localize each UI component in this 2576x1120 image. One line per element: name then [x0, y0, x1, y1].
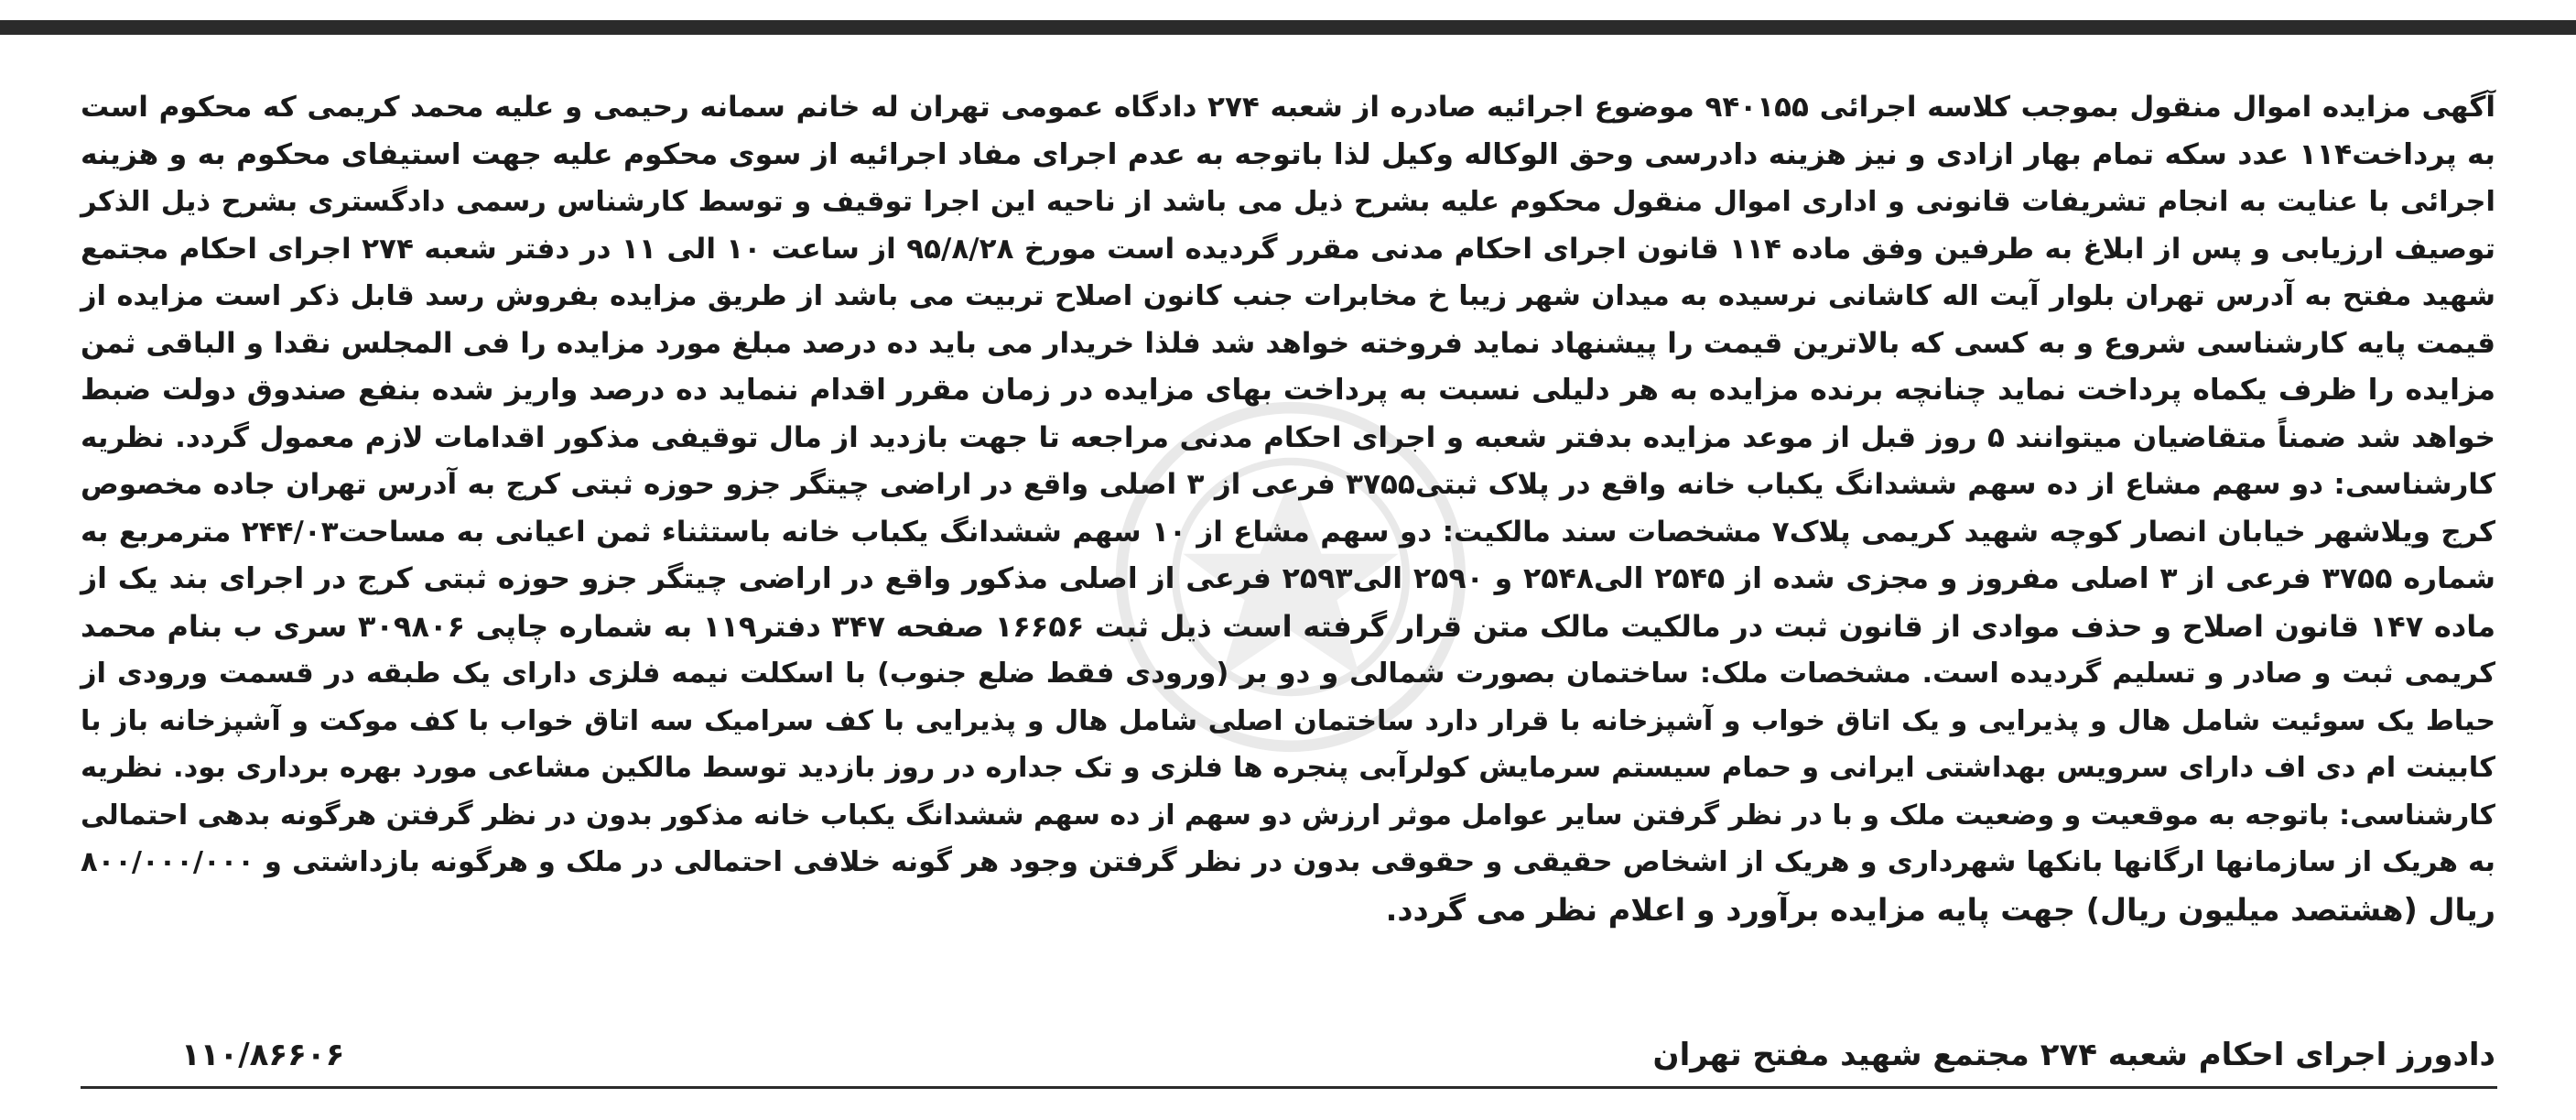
notice-line: توصیف ارزیابی و پس از ابلاغ به طرفین وفق ماده ۱۱۴ قانون اجرای احکام مدنی مقرر گردیده است مورخ ۹۵/۸/۲۸ از ساعت ۱۰ الی ۱۱ در دفتر شعبه ۲۷۴ اجرای احکام مجتمع [81, 232, 2496, 266]
notice-line: کرج ویلاشهر خیابان انصار کوچه شهید کریمی پلاک۷ مشخصات سند مالکیت: دو سهم مشاع از ۱۰ سهم ششدانگ یکباب خانه باستثناء ثمن اعیانی به مساحت۲۴۴/۰۳ مترمربع به [81, 515, 2495, 549]
notice-line: کارشناسی: باتوجه به موقعیت و وضعیت ملک و با در نظر گرفتن سایر عوامل موثر ارزش دو سهم از ده سهم ششدانگ یکباب خانه مذکور بدون در نظر گرفتن هرگونه بدهی احتمالی [81, 799, 2495, 832]
signature-line: دادورز اجرای احکام شعبه ۲۷۴ مجتمع شهید مفتح تهران [1652, 1037, 2495, 1073]
notice-line: شهید مفتح به آدرس تهران بلوار آیت اله کاشانی نرسیده به میدان شهر زیبا خ مخابرات جنب کانون اصلاح تربیت می باشد از طریق مزایده بفروش رسد قابل ذکر است مزایده از [81, 280, 2495, 312]
notice-footer [81, 1028, 2495, 1082]
notice-line: مزایده را ظرف یکماه پرداخت نماید چنانچه برنده مزایده به هر دلیلی نسبت به پرداخت بهای مزایده در زمان مقرر اقدام ننماید ده درصد واریز شده بنفع صندوق دولت ضبط [81, 374, 2495, 407]
notice-line: کارشناسی: دو سهم مشاع از ده سهم ششدانگ یکباب خانه واقع در پلاک ثبتی۳۷۵۵ فرعی از ۳ اصلی واقع در اراضی چیتگر جزو حوزه ثبتی کرج به آدرس تهران جاده مخصوص [81, 468, 2495, 501]
reference-number: ۱۱۰/۸۶۶۰۶ [181, 1037, 345, 1073]
notice-line: خواهد شد ضمناً متقاضیان میتوانند ۵ روز قبل از موعد مزایده بدفتر شعبه و اجرای احکام مدنی مراجعه تا جهت بازدید از مال توقیفی مذکور اقدامات لازم معمول گردد. نظریه [81, 420, 2496, 454]
notice-line: آگهی مزایده اموال منقول بموجب کلاسه اجرائی ۹۴۰۱۵۵ موضوع اجرائیه صادره از شعبه ۲۷۴ دادگاه عمومی تهران له خانم سمانه رحیمی و علیه محمد کریمی که محکوم است [81, 91, 2496, 124]
notice-line: به هریک از سازمانها ارگانها بانکها شهرداری و هریک از اشخاص حقیقی و حقوقی بدون در نظر گرفتن وجود هر گونه خلافی احتمالی در ملک و هرگونه بازداشتی و ۸۰۰/۰۰۰/۰۰۰ [81, 846, 2495, 878]
notice-line: کریمی ثبت و صادر و تسلیم گردیده است. مشخصات ملک: ساختمان بصورت شمالی و دو بر (ورودی فقط ضلع جنوب) با اسکلت نیمه فلزی دارای یک طبقه در قسمت ورودی از [81, 658, 2495, 690]
notice-line: به پرداخت۱۱۴ عدد سکه تمام بهار ازادی و نیز هزینه دادرسی وحق الوکاله وکیل لذا باتوجه به عدم اجرای مفاد اجرائیه از سوی محکوم علیه جهت استیفای محکوم به و هزینه [81, 137, 2495, 171]
notice-line: شماره ۳۷۵۵ فرعی از ۳ اصلی مفروز و مجزی شده از ۲۵۴۵ الی۲۵۴۸ و ۲۵۹۰ الی۲۵۹۳ فرعی از اصلی مذکور واقع در اراضی چیتگر جزو حوزه ثبتی کرج در اجرای بند یک از [81, 562, 2495, 595]
auction-notice-body [81, 84, 2495, 933]
top-border-rule [0, 20, 2576, 35]
notice-line: کابینت ام دی اف دارای سرویس بهداشتی ایرانی و حمام سیستم سرمایش کولرآبی پنجره ها فلزی و تک جداره در روز بازدید توسط مالکین مشاعی مورد بهره برداری بود. نظریه [81, 752, 2495, 784]
notice-line: ماده ۱۴۷ قانون اصلاح و حذف موادی از قانون ثبت در مالکیت مالک متن قرار گرفته است ذیل ثبت ۱۶۶۵۶ صفحه ۳۴۷ دفتر۱۱۹ به شماره چاپی ۳۰۹۸۰۶ سری ب بنام محمد [81, 608, 2496, 644]
notice-line: قیمت پایه کارشناسی شروع و به کسی که بالاترین قیمت را پیشنهاد نماید فروخته خواهد شد فلذا خریدار می باید ده درصد مبلغ مورد مزایده را فی المجلس نقدا و الباقی ثمن [81, 326, 2495, 360]
notice-line: ریال (هشتصد میلیون ریال) جهت پایه مزایده برآورد و اعلام نظر می گردد. [1385, 891, 2495, 928]
notice-line: حیاط یک سوئیت شامل هال و پذیرایی و یک اتاق خواب و آشپزخانه با قرار دارد ساختمان اصلی شامل هال و پذیرایی با کف سرامیک سه اتاق خواب با کف موکت و آشپزخانه باز با [81, 704, 2495, 737]
footer-underline-rule [81, 1086, 2497, 1089]
notice-line: اجرائی با عنایت به انجام تشریفات قانونی و اداری اموال منقول محکوم علیه بشرح ذیل می باشد از ناحیه این اجرا توقیف و توسط کارشناس رسمی دادگستری بشرح ذیل الذکر [81, 186, 2495, 218]
